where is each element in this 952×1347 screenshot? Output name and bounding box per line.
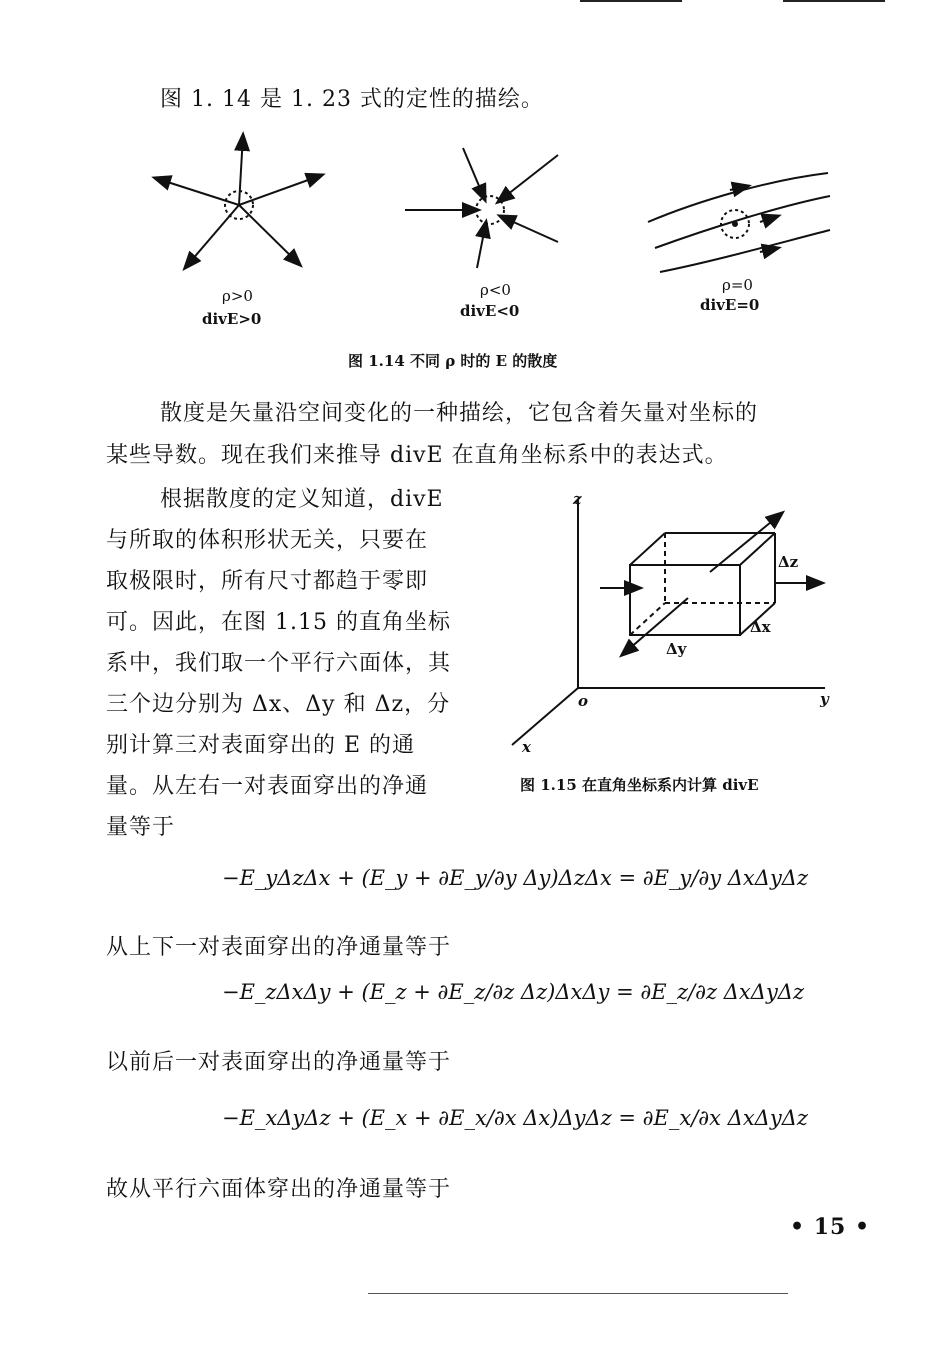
fig114-b-div: divE<0 bbox=[460, 302, 520, 320]
fig115-dy-label: Δy bbox=[666, 640, 687, 658]
fig115-z-label: z bbox=[573, 490, 582, 508]
page-number: • 15 • bbox=[790, 1214, 871, 1240]
equation-1: −E_yΔzΔx + (E_y + ∂E_y/∂y Δy)ΔzΔx = ∂E_y/∂y ΔxΔyΔz bbox=[222, 866, 809, 890]
fig115-dz-label: Δz bbox=[778, 553, 799, 571]
equation-3: −E_xΔyΔz + (E_x + ∂E_x/∂x Δx)ΔyΔz = ∂E_x/∂x ΔxΔyΔz bbox=[222, 1106, 808, 1130]
para2-line1: 根据散度的定义知道，divE bbox=[160, 487, 444, 512]
fig114-a-div: divE>0 bbox=[202, 310, 262, 328]
equation-2: −E_zΔxΔy + (E_z + ∂E_z/∂z Δz)ΔxΔy = ∂E_z/∂z ΔxΔyΔz bbox=[222, 980, 805, 1004]
intro-line: 图 1. 14 是 1. 23 式的定性的描绘。 bbox=[160, 87, 544, 112]
para1-line1: 散度是矢量沿空间变化的一种描绘，它包含着矢量对坐标的 bbox=[160, 401, 759, 426]
para2-line9: 量等于 bbox=[106, 815, 176, 840]
para2-line4: 可。因此，在图 1.15 的直角坐标 bbox=[106, 610, 451, 635]
fig115-caption: 图 1.15 在直角坐标系内计算 divE bbox=[520, 776, 759, 794]
fig114-c-div: divE=0 bbox=[700, 296, 760, 314]
fig114-c-rho: ρ=0 bbox=[722, 276, 753, 294]
fig114-caption: 图 1.14 不同 ρ 时的 E 的散度 bbox=[348, 352, 558, 370]
fig115-dx-label: Δx bbox=[750, 618, 771, 636]
para2-line7: 别计算三对表面穿出的 E 的通 bbox=[106, 733, 416, 758]
line-front-back: 以前后一对表面穿出的净通量等于 bbox=[106, 1050, 452, 1075]
line-total: 故从平行六面体穿出的净通量等于 bbox=[106, 1177, 452, 1202]
para1-line2: 某些导数。现在我们来推导 divE 在直角坐标系中的表达式。 bbox=[106, 443, 728, 468]
scan-noise bbox=[368, 1293, 788, 1294]
para2-line5: 系中，我们取一个平行六面体，其 bbox=[106, 651, 452, 676]
fig115-origin-label: o bbox=[578, 692, 589, 710]
para2-line8: 量。从左右一对表面穿出的净通 bbox=[106, 774, 429, 799]
para2-line3: 取极限时，所有尺寸都趋于零即 bbox=[106, 569, 429, 594]
fig114-b-rho: ρ<0 bbox=[480, 281, 511, 299]
fig115-y-label: y bbox=[820, 690, 829, 708]
para2-line6: 三个边分别为 Δx、Δy 和 Δz，分 bbox=[106, 692, 451, 717]
fig114-a-rho: ρ>0 bbox=[222, 287, 253, 305]
line-up-down: 从上下一对表面穿出的净通量等于 bbox=[106, 935, 452, 960]
x-axis bbox=[512, 688, 578, 745]
para2-line2: 与所取的体积形状无关，只要在 bbox=[106, 528, 429, 553]
fig115-x-label: x bbox=[522, 738, 531, 756]
